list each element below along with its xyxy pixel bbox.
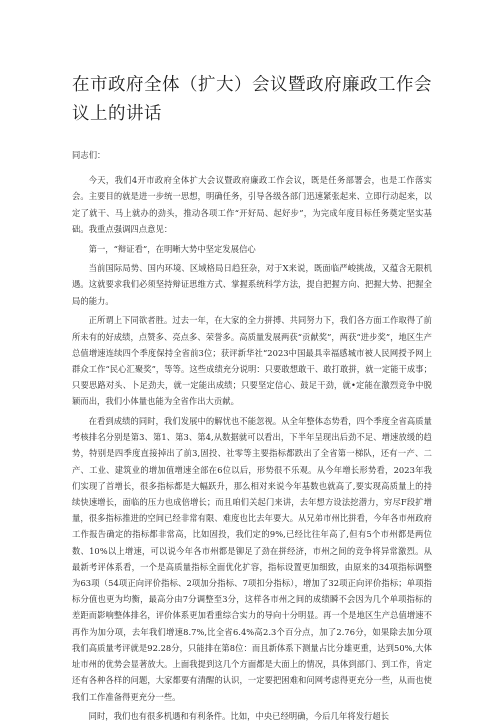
paragraph: 当前国际局势、国内环境、区域格局日趋狂杂，对于X来说，既面临严峻挑战，又蕴含无限机遇。这就要求我们必须坚持辩证思维方式、掌握系统科学方法，提自把握方向、把握大势、把握全局的能力。: [72, 263, 432, 306]
salutation: 同志们：: [72, 150, 106, 160]
paragraph-intro: 今天，我们4开市政府全体扩大会议暨政府廉政工作会议，既是任务部署会，也是工作落实会。主要目的就是进一步统一思想，明确任务，引导各级各部门迅速紧张起来、立即行动起来，以定了就干、马上就办的劲头，推动各项工作“开好局、起好步”，为完成年度目标任务奠定坚实基础。我重点强调四点意见：: [72, 175, 432, 234]
paragraph: 同时，我们也有很多机遇和有利条件。比如，中央已经明确，今后几年将发行超长: [88, 711, 390, 722]
paragraph: 正所谓上下同欲者胜。过去一年，在大家的全力拼搏、共同努力下，我们各方面工作取得了前所未有的好成绩，点赞多、亮点多、荣誉多。高质量发展两获“贡献奖”，两获“进步奖”，地区生产总值增速连续四个季度保持全省前3位；获评新华社“2023中国最具幸福感城市被人民网授予网上群众工作“民心汇聚奖”，等等。这些成绩充分说明：只要敢想敢干、敢打敢拼，就一定能干成事；只要思路对头、卜足劲夫，就一定能出成绩；只要坚定信心、鼓足干劲，就•定能在激烈竞争中脱颖而出，我们小体量也能为全省作出大贡献。: [72, 315, 432, 407]
section-heading-1: 第一，“辩证看”，在明晰大势中坚定发展信心: [88, 243, 256, 254]
document-title: 在市政府全体（扩大）会议暨政府廉政工作会议上的讲话: [72, 75, 432, 124]
document-body: [72, 147, 432, 728]
paragraph: 在看到成绩的同时，我们发展中的解忧也不能忽视。从全年整体态势看，四个季度全省高质量考核排名分别是第3、第1、第3、第4,从数据就可以看出，下半年呈现出后劲不足、增速放缓的趋势，特别是四季度直接掉出了前3,固投、社零等主要指标都跌出了全省第一梯队，还有一产、二产、工业、建筑业的增加值增速全部在6位以后，形势很不乐观。从今年增长形势看，2023年我们实现了首增长，很多指标都是大幅跃升，那么相对来说今年基数也就高了,要实现高质量上的持续快速增长，面临的压力也成倍增长；而且咱们关起门来讲，去年想方设法挖潜力，穷尽F段扩增量，很多指标推进的空间已经非常有限、难度也比去年要大。从兄弟市州比拼看，今年各市州政府工作报告确定的指标都非常高，比如固投，我们定的9%,已经比往年高了,但有5个市州都是两位数、10%以上增速，可以说今年各市州都是铆足了劲在拼经济，市州之间的竞争将异常激烈。从最新考评体系看，一个是高质量指标全面优化扩容，指标设置更加细致，由原来的34项指标调整为63项（54项正向评价指标、2项加分指标、7项扣分指标），增加了32项正向评价指标；单项指标分值也更为均衡，最高分由7分调整至3分，这样各市州之间的成绩瞬不会因为几个单项指标的差距而影响整体排名，评价体系更加看重综合实力的导向十分明显。再一个是地区生产总值增速不再作为加分项，去年我们增速8.7%,比全省6.4%高2.3个百分点，加了2.76分，如果除去加分项我们高质量考评就是92.28分，只能排在第8位：而且新体系下测量占比分雄更重，达到50%,大体址市州的优势会显著放大。上面我提到这几个方面都是大面上的情况，具体到部门、到工作，肯定还有各种各样的问题，大家都要有清醒的认识，一定要把困难和问网考虑得更充分一些，从而也使我们工作准备得更充分一些。: [72, 416, 432, 702]
